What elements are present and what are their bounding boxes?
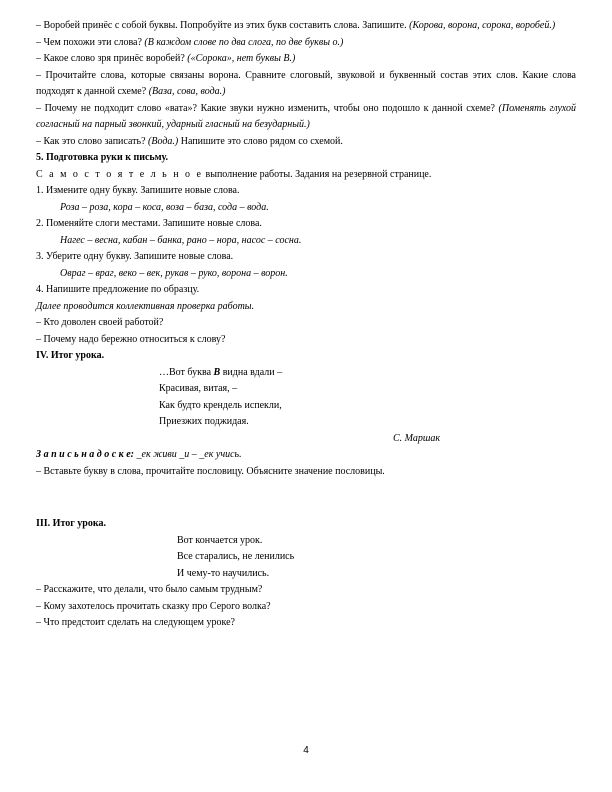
final-question-3: – Что предстоит сделать на следующем уроке?: [36, 617, 235, 628]
paragraph-text: – Как это слово записать?: [36, 135, 146, 147]
final-question-1: – Расскажите, что делали, что было самым трудным?: [36, 584, 263, 595]
paragraph-1: [36, 18, 576, 35]
paragraph-4: [36, 68, 576, 101]
task-4-title: 4. Напишите предложение по образцу.: [36, 284, 200, 295]
paragraph-answer: (Корова, ворона, сорока, воробей.): [409, 20, 556, 31]
paragraph-3: [36, 51, 576, 68]
board-note: [36, 447, 576, 464]
paragraph-tail: Напишите это слово рядом со схемой.: [180, 135, 343, 147]
paragraph-answer: (Вода.): [148, 135, 179, 147]
self-work-rest: выполнение работы. Задания на резервной странице.: [205, 168, 432, 180]
paragraph-text: – Почему не подходит слово «вата»? Какие звуки нужно изменить, чтобы оно подошло к данной схеме?: [36, 102, 495, 114]
page-number: 4: [303, 745, 309, 756]
poem-line: Как будто крендель испекли,: [159, 399, 282, 411]
poem-line-end: видна вдали –: [222, 366, 283, 378]
section-5-title: 5. Подготовка руки к письму.: [36, 152, 169, 163]
letter-v: В: [213, 366, 221, 378]
spaced-word: С а м о с т о я т е л ь н о е: [36, 168, 203, 180]
paragraph-6: [36, 134, 576, 151]
poem-1: [159, 365, 576, 448]
section-3-title: III. Итог урока.: [36, 518, 106, 529]
task-2-answer: Нагес – весна, кабан – банка, рано – нора, насос – сосна.: [60, 234, 302, 246]
poem-line: Красивая, витая, –: [159, 383, 238, 394]
board-text: _ек живи _и – _ек учись.: [136, 449, 242, 460]
spacer: [36, 480, 576, 516]
document-page: [36, 18, 576, 632]
poem-line: И чему-то научились.: [177, 567, 270, 579]
task-1-answer: Роза – роза, кора – коса, воза – база, сода – вода.: [60, 201, 269, 213]
paragraph-answer: (В каждом слове по два слога, по две буквы о.): [144, 36, 344, 48]
board-label: З а п и с ь н а д о с к е:: [36, 449, 135, 460]
poem-line-start: …Вот буква: [159, 366, 212, 378]
section-4-title: IV. Итог урока.: [36, 350, 105, 361]
poem-line: Вот кончается урок.: [177, 534, 263, 546]
task-3-answer: Овраг – враг, веко – век, рукав – руко, ворона – ворон.: [60, 267, 288, 279]
paragraph-text: – Прочитайте слова, которые связаны ворона. Сравните слоговый, звуковой и буквенный состав этих слов. Какие слова подходят к данной схеме?: [36, 69, 576, 97]
poem-line: Приезжих поджидая.: [159, 416, 249, 427]
paragraph-text: – Воробей принёс с собой буквы. Попробуйте из этих букв составить слова. Запишите.: [36, 20, 407, 31]
board-task: – Вставьте букву в слова, прочитайте пословицу. Объясните значение пословицы.: [36, 465, 385, 477]
question-1: – Кто доволен своей работой?: [36, 317, 164, 328]
poem-line: Все старались, не ленились: [177, 551, 295, 562]
paragraph-text: – Какое слово зря принёс воробей?: [36, 53, 185, 64]
paragraph-answer: («Сорока», нет буквы В.): [187, 53, 296, 64]
paragraph-answer: (Поменять глухой согласный на парный звонкий, ударный гласный на безударный.): [36, 102, 576, 130]
question-2: – Почему надо бережно относиться к слову?: [36, 333, 226, 345]
paragraph-answer: (Ваза, сова, вода.): [148, 86, 226, 97]
paragraph-2: [36, 35, 576, 52]
check-note: Далее проводится коллективная проверка работы.: [36, 300, 255, 312]
poem-line: [159, 365, 576, 382]
task-2-title: 2. Поменяйте слоги местами. Запишите новые слова.: [36, 218, 262, 229]
poem-2: [177, 533, 576, 583]
self-work-line: [36, 167, 576, 184]
task-1-title: 1. Измените одну букву. Запишите новые слова.: [36, 185, 240, 196]
paragraph-5: [36, 101, 576, 134]
paragraph-text: – Чем похожи эти слова?: [36, 36, 142, 48]
poem-author: С. Маршак: [393, 432, 441, 444]
final-question-2: – Кому захотелось прочитать сказку про Серого волка?: [36, 600, 271, 612]
task-3-title: 3. Уберите одну букву. Запишите новые слова.: [36, 251, 234, 262]
